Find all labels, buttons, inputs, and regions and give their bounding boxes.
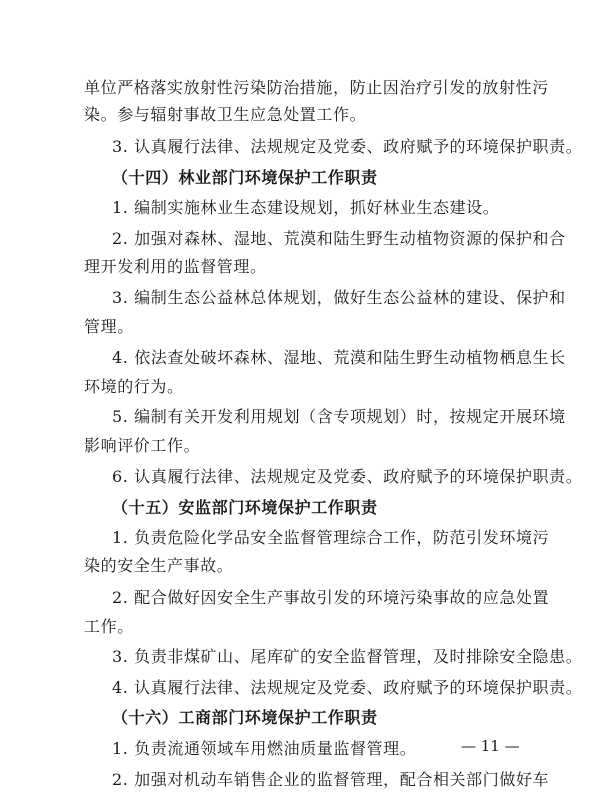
body-text-line: 1. 负责流通领域车用燃油质量监督管理。 bbox=[112, 739, 417, 758]
body-text-line: 2. 加强对机动车销售企业的监督管理，配合相关部门做好车 bbox=[112, 770, 550, 789]
body-text-line: 4. 认真履行法律、法规规定及党委、政府赋予的环境保护职责。 bbox=[112, 678, 583, 697]
body-text-line: 影响评价工作。 bbox=[84, 436, 201, 455]
body-text-line: 染的安全生产事故。 bbox=[84, 556, 234, 575]
body-text-line: 染。参与辐射事故卫生应急处置工作。 bbox=[84, 105, 367, 124]
body-text-line: 3. 编制生态公益林总体规划，做好生态公益林的建设、保护和 bbox=[112, 288, 566, 307]
body-text-line: 4. 依法查处破坏森林、湿地、荒漠和陆生野生动植物栖息生长 bbox=[112, 348, 566, 367]
section-heading: （十四）林业部门环境保护工作职责 bbox=[112, 168, 378, 187]
body-text-line: 环境的行为。 bbox=[84, 377, 184, 396]
body-text-line: 理开发利用的监督管理。 bbox=[84, 257, 267, 276]
body-text-line: 2. 加强对森林、湿地、荒漠和陆生野生动植物资源的保护和合 bbox=[112, 229, 566, 248]
body-text-line: 5. 编制有关开发利用规划（含专项规划）时，按规定开展环境 bbox=[112, 407, 566, 426]
body-text-line: 2. 配合做好因安全生产事故引发的环境污染事故的应急处置 bbox=[112, 588, 550, 607]
body-text-line: 3. 认真履行法律、法规规定及党委、政府赋予的环境保护职责。 bbox=[112, 137, 583, 156]
body-text-line: 工作。 bbox=[84, 617, 134, 636]
page-number: — 11 — bbox=[461, 737, 520, 755]
body-text-line: 管理。 bbox=[84, 317, 134, 336]
section-heading: （十六）工商部门环境保护工作职责 bbox=[112, 708, 378, 727]
body-text-line: 3. 负责非煤矿山、尾库矿的安全监督管理，及时排除安全隐患。 bbox=[112, 647, 583, 666]
body-text-line: 1. 负责危险化学品安全监督管理综合工作，防范引发环境污 bbox=[112, 528, 550, 547]
body-text-line: 6. 认真履行法律、法规规定及党委、政府赋予的环境保护职责。 bbox=[112, 467, 583, 486]
body-text-line: 单位严格落实放射性污染防治措施，防止因治疗引发的放射性污 bbox=[84, 78, 549, 97]
section-heading: （十五）安监部门环境保护工作职责 bbox=[112, 498, 378, 517]
body-text-line: 1. 编制实施林业生态建设规划，抓好林业生态建设。 bbox=[112, 198, 500, 217]
